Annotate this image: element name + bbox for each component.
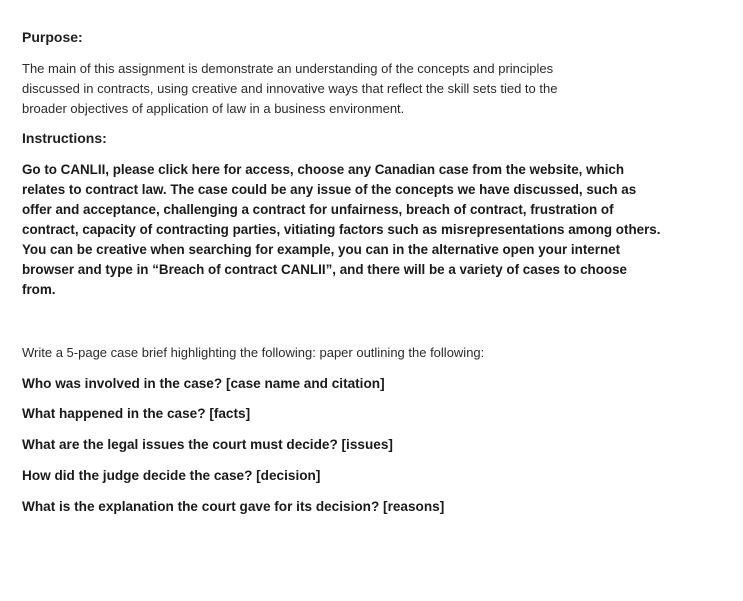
instructions-heading-text: Instructions: xyxy=(22,130,107,146)
instructions-line: Go to CANLII, please click here for access, choose any Canadian case from the website, which xyxy=(22,162,625,177)
purpose-line: broader objectives of application of law in a business environment. xyxy=(22,101,405,116)
brief-intro: Write a 5-page case brief highlighting the following: paper outlining the following: xyxy=(22,345,485,360)
instructions-line: You can be creative when searching for example, you can in the alternative open your internet xyxy=(22,242,621,257)
purpose-line: discussed in contracts, using creative and innovative ways that reflect the skill sets tied to the xyxy=(22,81,558,96)
instructions-line: browser and type in “Breach of contract CANLII”, and there will be a variety of cases to choose xyxy=(22,262,627,277)
purpose-paragraph xyxy=(22,59,622,119)
instructions-line: relates to contract law. The case could be any issue of the concepts we have discussed, such as xyxy=(22,182,637,197)
instructions-line: contract, capacity of contracting parties, vitiating factors such as misrepresentations among others. xyxy=(22,222,661,237)
instructions-line: from. xyxy=(22,282,56,297)
question-item: Who was involved in the case? [case name and citation] xyxy=(22,376,385,391)
question-item: What happened in the case? [facts] xyxy=(22,406,251,421)
question-item: What is the explanation the court gave for its decision? [reasons] xyxy=(22,499,445,514)
instructions-heading xyxy=(22,130,107,146)
question-item: How did the judge decide the case? [decision] xyxy=(22,468,321,483)
instructions-line: offer and acceptance, challenging a contract for unfairness, breach of contract, frustration of xyxy=(22,202,614,217)
purpose-line: The main of this assignment is demonstrate an understanding of the concepts and principles xyxy=(22,61,554,76)
instructions-paragraph xyxy=(22,160,662,300)
question-item: What are the legal issues the court must decide? [issues] xyxy=(22,437,393,452)
purpose-heading: Purpose: xyxy=(22,29,83,45)
